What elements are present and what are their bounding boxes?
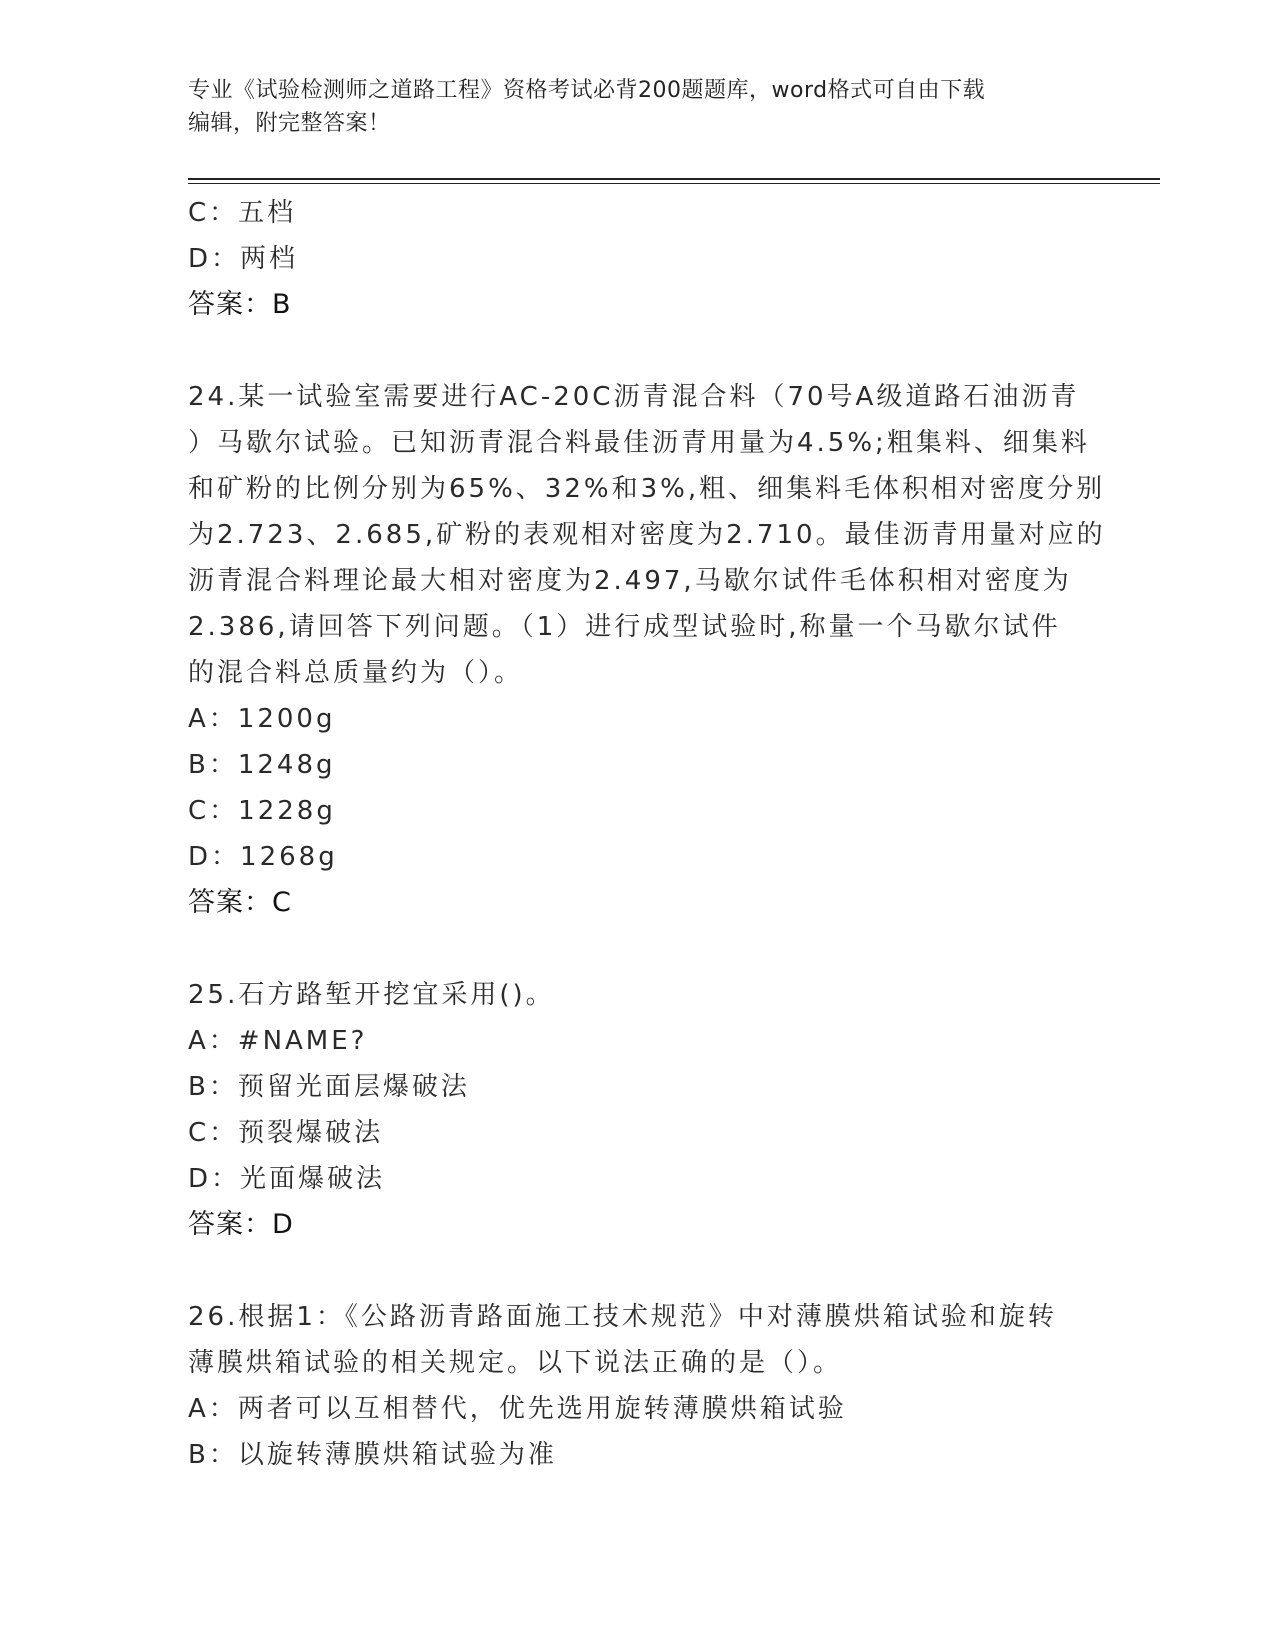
spacer — [188, 328, 1088, 374]
header-title-line-1: 专业《试验检测师之道路工程》资格考试必背200题题库，word格式可自由下载 — [188, 78, 986, 103]
question-stem-line: 为2.723、2.685,矿粉的表观相对密度为2.710。最佳沥青用量对应的 — [188, 520, 1106, 550]
answer-line: 答案：B — [188, 289, 292, 320]
option-b: B：预留光面层爆破法 — [188, 1072, 470, 1102]
option-a: A：#NAME? — [188, 1026, 368, 1056]
header-divider-thin — [188, 183, 1160, 184]
header-title-line-2: 编辑，附完整答案！ — [188, 111, 391, 136]
question-25 — [188, 972, 1088, 1248]
question-content — [188, 190, 1106, 1478]
header-divider-thick — [188, 178, 1160, 180]
option-b: B：以旋转薄膜烘箱试验为准 — [188, 1440, 557, 1470]
option-c: C：五档 — [188, 198, 297, 228]
option-d: D：1268g — [188, 842, 338, 872]
question-stem-line: ）马歇尔试验。已知沥青混合料最佳沥青用量为4.5%;粗集料、细集料 — [188, 428, 1090, 458]
option-c: C：1228g — [188, 796, 336, 826]
previous-question-tail — [188, 190, 1088, 328]
question-stem-line: 25.石方路堑开挖宜采用()。 — [188, 980, 555, 1010]
question-stem-line: 2.386,请回答下列问题。（1）进行成型试验时,称量一个马歇尔试件 — [188, 612, 1061, 642]
option-a: A：两者可以互相替代，优先选用旋转薄膜烘箱试验 — [188, 1394, 847, 1424]
answer-line: 答案：C — [188, 887, 292, 918]
spacer — [188, 1248, 1088, 1294]
question-stem-line: 的混合料总质量约为（）。 — [188, 658, 524, 688]
question-24 — [188, 374, 1106, 926]
question-stem-line: 和矿粉的比例分别为65%、32%和3%,粗、细集料毛体积相对密度分别 — [188, 474, 1106, 504]
question-stem-line: 24.某一试验室需要进行AC-20C沥青混合料（70号A级道路石油沥青 — [188, 382, 1080, 412]
document-header — [188, 74, 1088, 140]
answer-line: 答案：D — [188, 1209, 294, 1240]
question-stem-line: 沥青混合料理论最大相对密度为2.497,马歇尔试件毛体积相对密度为 — [188, 566, 1072, 596]
spacer — [188, 926, 1088, 972]
option-d: D：光面爆破法 — [188, 1164, 386, 1194]
option-d: D：两档 — [188, 244, 299, 274]
question-stem-line: 26.根据1：《公路沥青路面施工技术规范》中对薄膜烘箱试验和旋转 — [188, 1302, 1057, 1332]
option-a: A：1200g — [188, 704, 336, 734]
option-b: B：1248g — [188, 750, 336, 780]
question-26 — [188, 1294, 1088, 1478]
option-c: C：预裂爆破法 — [188, 1118, 384, 1148]
question-stem-line: 薄膜烘箱试验的相关规定。以下说法正确的是（）。 — [188, 1348, 843, 1378]
